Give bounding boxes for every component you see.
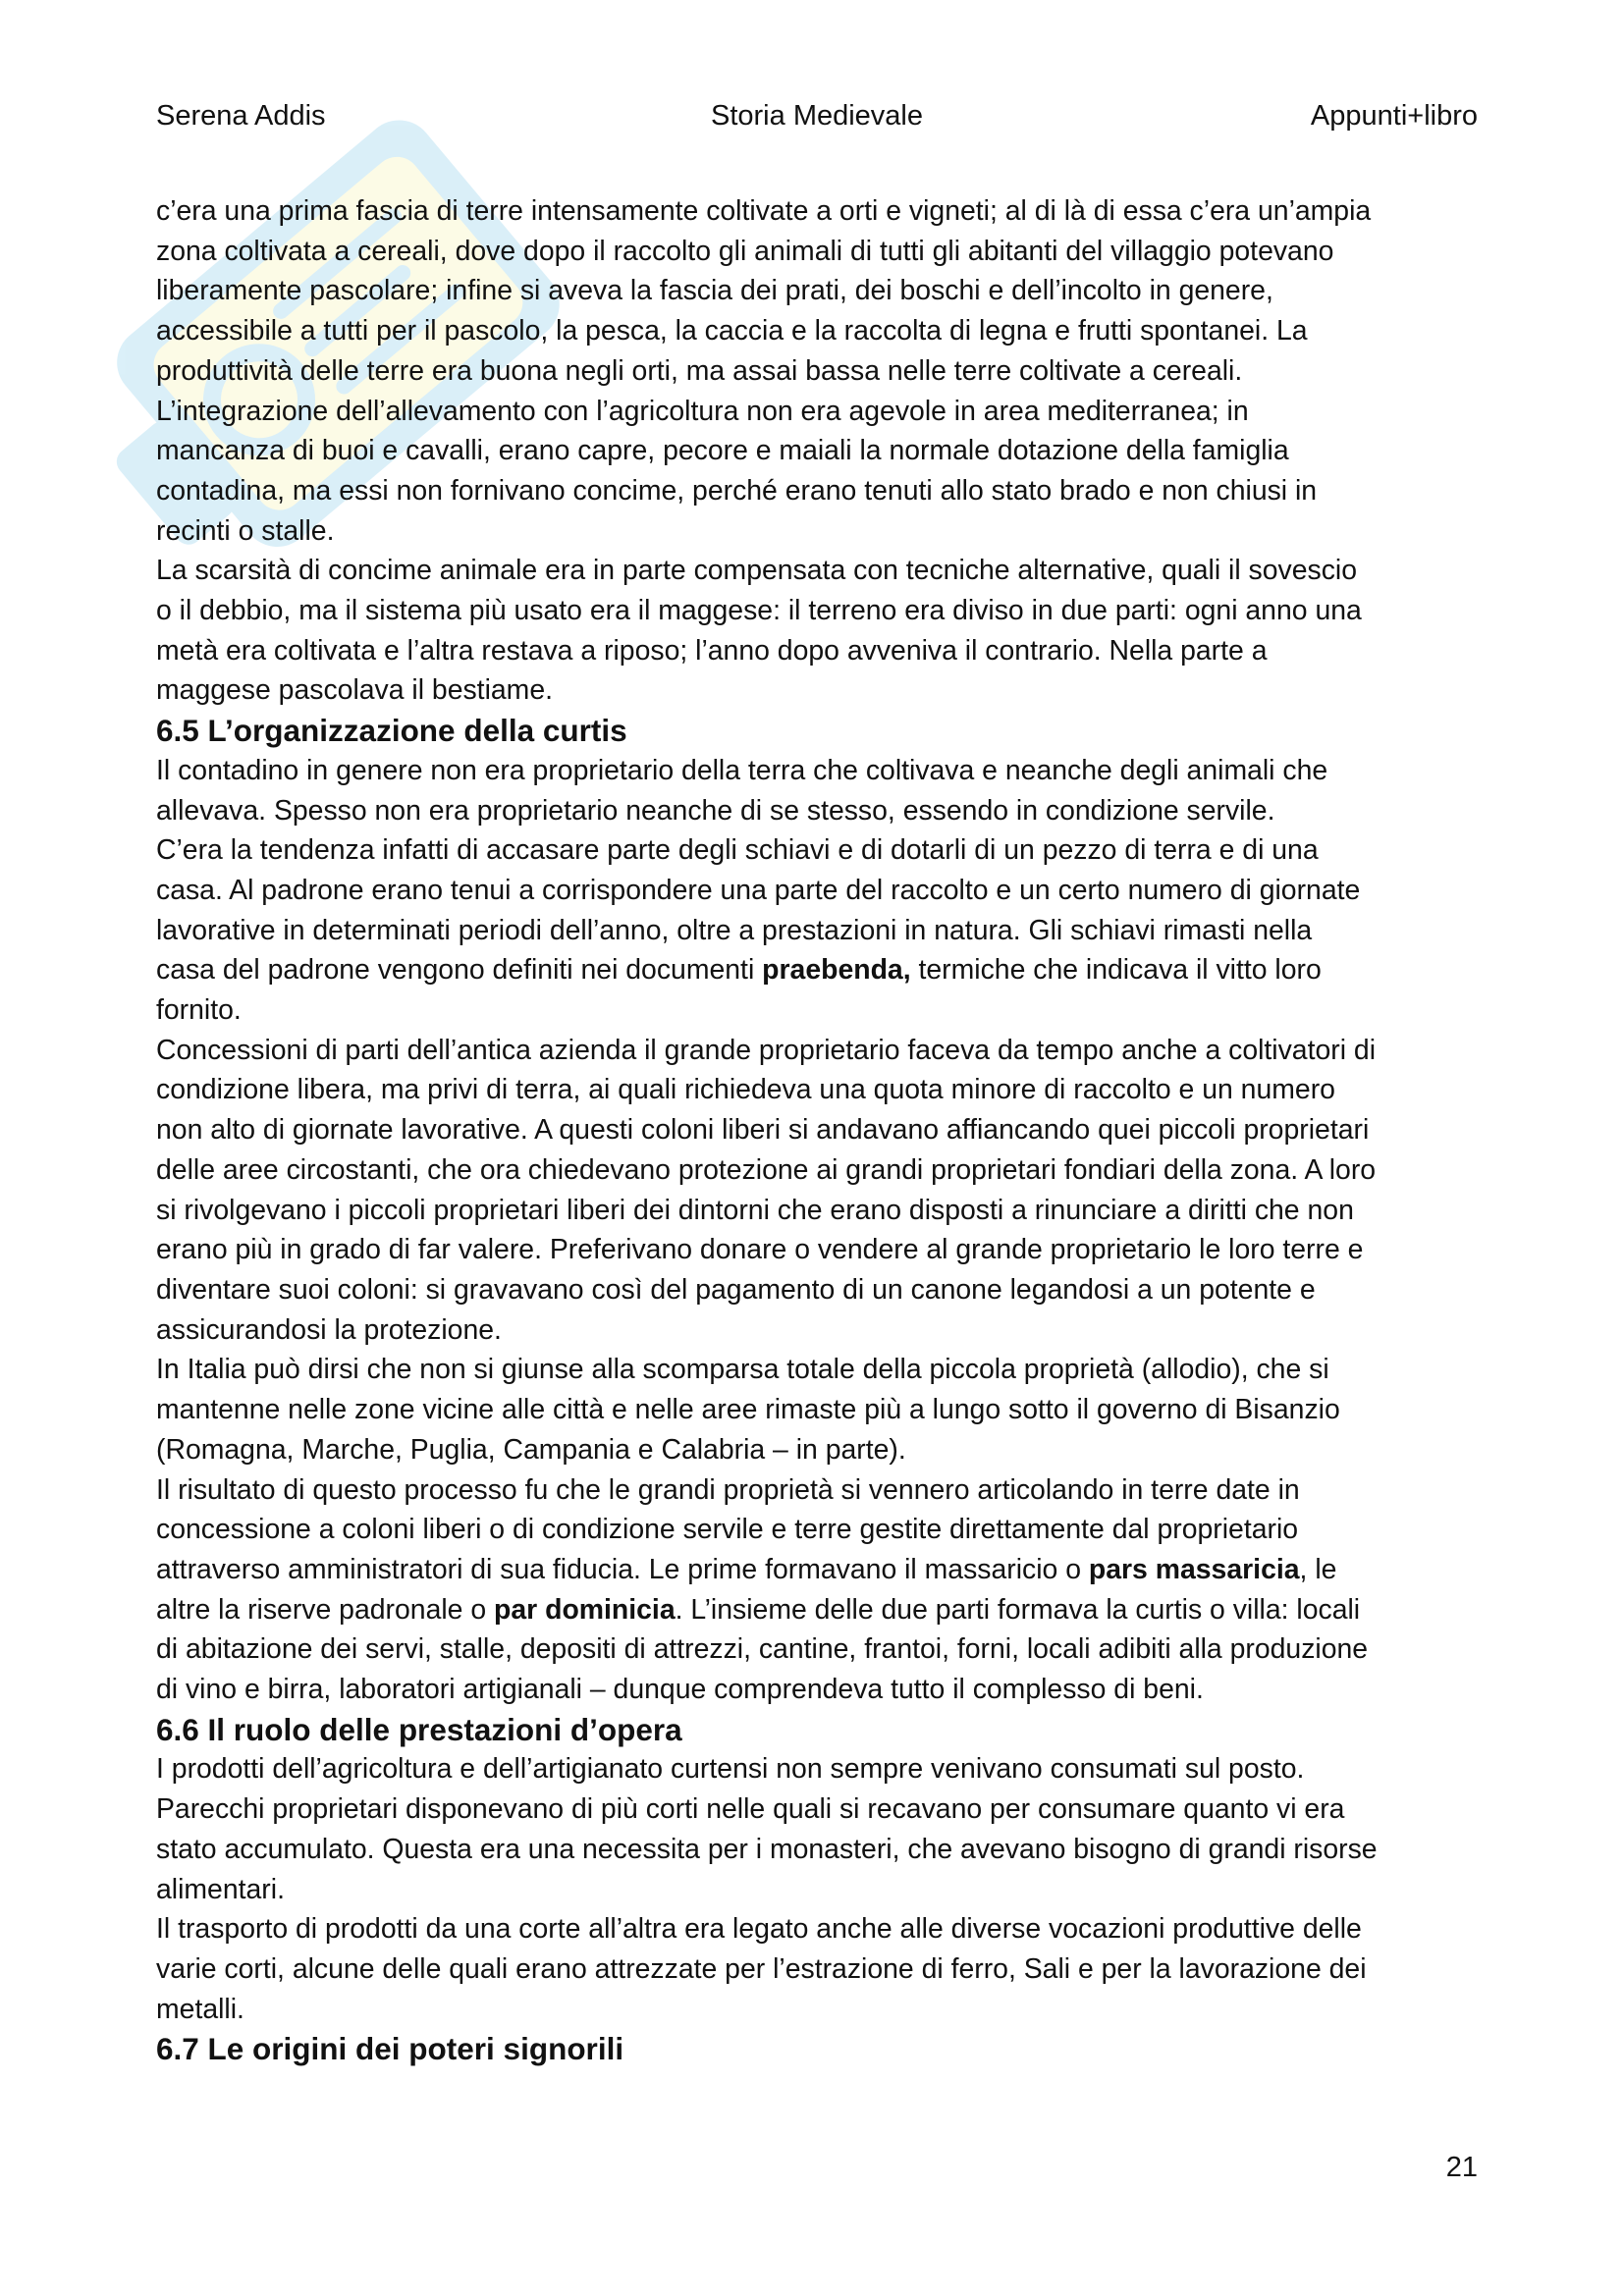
text-line: zona coltivata a cereali, dove dopo il raccolto gli animali di tutti gli abitanti del villaggio potevano [156, 235, 1334, 267]
text-span: attraverso amministratori di sua fiducia. Le prime formavano il massaricio o [156, 1553, 1089, 1585]
page-header [156, 96, 1478, 135]
header-course-title: Storia Medievale [711, 100, 923, 132]
text-line: Il contadino in genere non era proprietario della terra che coltivava e neanche degli animali che [156, 754, 1328, 786]
text-line: Il risultato di questo processo fu che le grandi proprietà si vennero articolando in terre date in [156, 1473, 1300, 1506]
text-line: delle aree circostanti, che ora chiedevano protezione ai grandi proprietari fondiari della zona. A loro [156, 1153, 1377, 1186]
header-source: Appunti+libro [1310, 100, 1478, 132]
text-line: produttività delle terre era buona negli orti, ma assai bassa nelle terre coltivate a cereali. [156, 354, 1243, 387]
text-line: varie corti, alcune delle quali erano attrezzate per l’estrazione di ferro, Sali e per la lavorazione dei [156, 1952, 1367, 1985]
text-span: , le [1299, 1553, 1337, 1585]
section-heading-6-6: 6.6 Il ruolo delle prestazioni d’opera [156, 1711, 682, 1747]
text-span: casa del padrone vengono definiti nei documenti [156, 954, 763, 987]
section-heading-6-5: 6.5 L’organizzazione della curtis [156, 713, 627, 749]
text-line: Concessioni di parti dell’antica azienda il grande proprietario faceva da tempo anche a coltivatori di [156, 1034, 1377, 1066]
term-par-dominicia: par dominicia [494, 1593, 676, 1626]
text-line [156, 950, 1482, 990]
text-line: Parecchi proprietari disponevano di più corti nelle quali si recavano per consumare quanto vi era [156, 1793, 1345, 1826]
text-line: diventare suoi coloni: si gravavano così del pagamento di un canone legandosi a un potente e [156, 1273, 1316, 1306]
text-span: . L’insieme delle due parti formava la curtis o villa: locali [675, 1593, 1361, 1626]
header-author: Serena Addis [156, 100, 326, 132]
text-line: assicurandosi la protezione. [156, 1313, 502, 1346]
text-line [156, 1590, 1482, 1630]
text-line: lavorative in determinati periodi dell’anno, oltre a prestazioni in natura. Gli schiavi rimasti nella [156, 914, 1313, 946]
text-line: contadina, ma essi non fornivano concime, perché erano tenuti allo stato brado e non chiusi in [156, 474, 1318, 507]
text-span: termiche che indicava il vitto loro [910, 954, 1322, 987]
text-line: Il trasporto di prodotti da una corte all’altra era legato anche alle diverse vocazioni produttive delle [156, 1913, 1362, 1946]
text-line: mantenne nelle zone vicine alle città e nelle aree rimaste più a lungo sotto il governo di Bisanzio [156, 1394, 1340, 1426]
section-heading-6-7: 6.7 Le origini dei poteri signorili [156, 2031, 624, 2067]
text-line: In Italia può dirsi che non si giunse alla scomparsa totale della piccola proprietà (allodio), che si [156, 1354, 1329, 1386]
text-line: metà era coltivata e l’altra restava a riposo; l’anno dopo avveniva il contrario. Nella parte a [156, 634, 1268, 667]
text-line: stato accumulato. Questa era una necessita per i monasteri, che avevano bisogno di grandi risorse [156, 1833, 1378, 1865]
text-line: liberamente pascolare; infine si aveva la fascia dei prati, dei boschi e dell’incolto in genere, [156, 275, 1273, 307]
term-praebenda: praebenda, [762, 954, 911, 987]
text-line: recinti o stalle. [156, 514, 335, 547]
text-line: concessione a coloni liberi o di condizione servile e terre gestite direttamente dal proprietario [156, 1514, 1299, 1546]
term-pars-massaricia: pars massaricia [1088, 1553, 1300, 1585]
text-line: non alto di giornate lavorative. A questi coloni liberi si andavano affiancando quei piccoli proprietari [156, 1114, 1370, 1147]
text-line: di vino e birra, laboratori artigianali – dunque comprendeva tutto il complesso di beni. [156, 1674, 1204, 1706]
text-line: accessibile a tutti per il pascolo, la pesca, la caccia e la raccolta di legna e frutti spontanei. La [156, 315, 1308, 347]
text-line: casa. Al padrone erano tenui a corrispondere una parte del raccolto e un certo numero di giornate [156, 874, 1361, 906]
text-line: mancanza di buoi e cavalli, erano capre, pecore e maiali la normale dotazione della famiglia [156, 435, 1289, 467]
text-line: L’integrazione dell’allevamento con l’agricoltura non era agevole in area mediterranea; in [156, 395, 1249, 427]
page-number: 21 [1445, 2152, 1478, 2183]
text-line: o il debbio, ma il sistema più usato era il maggese: il terreno era diviso in due parti: ogni anno una [156, 595, 1362, 627]
text-line: La scarsità di concime animale era in parte compensata con tecniche alternative, quali il sovescio [156, 555, 1358, 587]
text-line: I prodotti dell’agricoltura e dell’artigianato curtensi non sempre venivano consumati sul posto. [156, 1753, 1305, 1786]
text-line [156, 1550, 1482, 1590]
text-line: c’era una prima fascia di terre intensamente coltivate a orti e vigneti; al di là di essa c’era un’ampia [156, 195, 1372, 227]
text-line: maggese pascolava il bestiame. [156, 674, 553, 707]
text-line: di abitazione dei servi, stalle, depositi di attrezzi, cantine, frantoi, forni, locali adibiti alla produzione [156, 1633, 1369, 1666]
text-line: (Romagna, Marche, Puglia, Campania e Calabria – in parte). [156, 1433, 906, 1466]
text-line: alimentari. [156, 1873, 285, 1905]
text-line: fornito. [156, 994, 242, 1027]
text-line: allevava. Spesso non era proprietario neanche di se stesso, essendo in condizione servile. [156, 794, 1275, 827]
text-line: metalli. [156, 1993, 244, 2025]
text-line: condizione libera, ma privi di terra, ai quali richiedeva una quota minore di raccolto e un numero [156, 1074, 1335, 1106]
text-line: C’era la tendenza infatti di accasare parte degli schiavi e di dotarli di un pezzo di terra e di una [156, 834, 1319, 867]
text-line: erano più in grado di far valere. Preferivano donare o vendere al grande proprietario le loro terre e [156, 1234, 1364, 1266]
text-span: altre la riserve padronale o [156, 1593, 495, 1626]
document-body [156, 191, 1482, 2069]
text-line: si rivolgevano i piccoli proprietari liberi dei dintorni che erano disposti a rinunciare a diritti che non [156, 1194, 1354, 1226]
